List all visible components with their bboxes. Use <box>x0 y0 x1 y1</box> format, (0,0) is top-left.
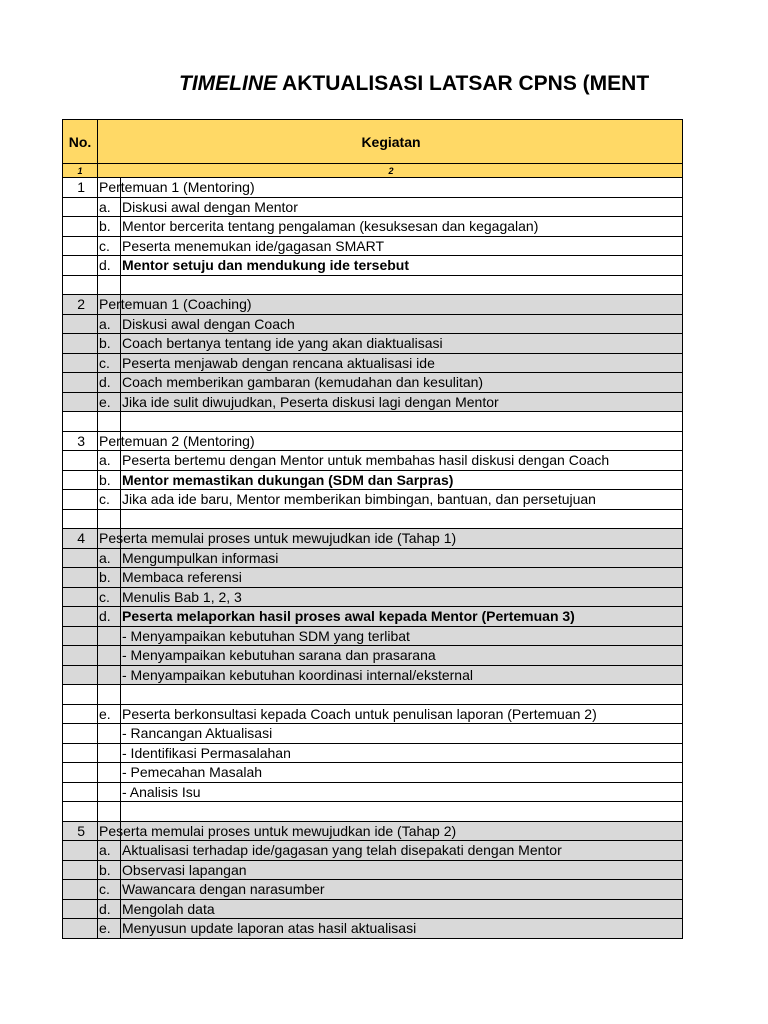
table-row <box>62 529 683 549</box>
row-text: Mengolah data <box>122 900 215 917</box>
row-number <box>63 705 98 724</box>
table-body <box>62 178 683 939</box>
row-letter <box>98 744 121 763</box>
row-number <box>63 490 98 509</box>
row-number: 2 <box>63 295 98 314</box>
row-subitem-text: - Analisis Isu <box>122 783 201 800</box>
table-row <box>62 315 683 335</box>
row-number <box>63 510 98 529</box>
row-text: Coach bertanya tentang ide yang akan diaktualisasi <box>122 335 443 351</box>
row-number <box>63 841 98 860</box>
table-row <box>62 802 683 822</box>
row-letter <box>98 802 121 821</box>
table-row <box>62 295 683 315</box>
row-text: Diskusi awal dengan Coach <box>122 315 295 332</box>
row-text: Pertemuan 2 (Mentoring) <box>99 432 255 449</box>
header-kegiatan: Kegiatan <box>361 133 421 150</box>
row-text: Menyusun update laporan atas hasil aktualisasi <box>122 920 417 936</box>
row-letter <box>98 412 121 431</box>
table-row <box>62 919 683 939</box>
row-number <box>63 451 98 470</box>
row-letter: a. <box>98 841 121 860</box>
row-text: Peserta memulai proses untuk mewujudkan ide (Tahap 1) <box>99 530 457 546</box>
table-header <box>62 119 683 164</box>
row-letter: e. <box>98 393 121 412</box>
row-number <box>63 315 98 334</box>
row-letter: b. <box>98 471 121 490</box>
row-number <box>63 471 98 490</box>
row-letter <box>98 276 121 295</box>
row-letter: e. <box>98 705 121 724</box>
row-number <box>63 198 98 217</box>
row-text: Jika ide sulit diwujudkan, Peserta diskusi lagi dengan Mentor <box>122 393 499 410</box>
table-row <box>62 471 683 491</box>
row-text: Peserta bertemu dengan Mentor untuk membahas hasil diskusi dengan Coach <box>122 452 610 468</box>
row-text: Aktualisasi terhadap ide/gagasan yang telah disepakati dengan Mentor <box>122 842 562 858</box>
column-index-row <box>62 164 683 178</box>
row-number <box>63 354 98 373</box>
row-letter <box>98 783 121 802</box>
row-number <box>63 763 98 782</box>
table-row <box>62 724 683 744</box>
page-title <box>179 72 649 96</box>
row-text <box>121 276 684 295</box>
row-text: Peserta menjawab dengan rencana aktualisasi ide <box>122 354 435 371</box>
table-row <box>62 880 683 900</box>
table-row <box>62 237 683 257</box>
row-letter <box>98 666 121 685</box>
table-row <box>62 451 683 471</box>
row-subitem-text: - Menyampaikan kebutuhan SDM yang terlibat <box>122 627 410 644</box>
table-row <box>62 178 683 198</box>
row-number <box>63 412 98 431</box>
row-text: Mentor bercerita tentang pengalaman (kesuksesan dan kegagalan) <box>122 218 539 234</box>
row-letter: a. <box>98 549 121 568</box>
table-row <box>62 900 683 920</box>
row-text: Jika ada ide baru, Mentor memberikan bimbingan, bantuan, dan persetujuan <box>122 491 596 507</box>
row-letter: c. <box>98 588 121 607</box>
row-letter: b. <box>98 217 121 236</box>
row-number <box>63 607 98 626</box>
row-number <box>63 373 98 392</box>
row-letter: b. <box>98 334 121 353</box>
row-text: Menulis Bab 1, 2, 3 <box>122 588 242 605</box>
table-row <box>62 490 683 510</box>
row-letter: e. <box>98 919 121 938</box>
row-text: Peserta menemukan ide/gagasan SMART <box>122 237 384 254</box>
table-row <box>62 646 683 666</box>
row-number <box>63 900 98 919</box>
table-row <box>62 432 683 452</box>
table-row <box>62 861 683 881</box>
row-text: Pertemuan 1 (Coaching) <box>99 296 252 312</box>
table-row <box>62 373 683 393</box>
column-index-1: 1 <box>63 164 98 177</box>
table-row <box>62 412 683 432</box>
table-row <box>62 334 683 354</box>
table-row <box>62 588 683 608</box>
table-row <box>62 256 683 276</box>
timeline-table <box>62 119 683 939</box>
row-number <box>63 627 98 646</box>
row-text: Membaca referensi <box>122 569 242 585</box>
table-row <box>62 198 683 218</box>
row-letter <box>98 627 121 646</box>
row-number: 1 <box>63 178 98 197</box>
row-letter <box>98 763 121 782</box>
row-number <box>63 568 98 587</box>
table-row <box>62 549 683 569</box>
row-letter: b. <box>98 568 121 587</box>
row-number: 3 <box>63 432 98 451</box>
row-number <box>63 646 98 665</box>
row-letter: c. <box>98 354 121 373</box>
row-number <box>63 217 98 236</box>
table-row <box>62 627 683 647</box>
row-text: Diskusi awal dengan Mentor <box>122 198 298 215</box>
row-letter: a. <box>98 315 121 334</box>
table-row <box>62 276 683 296</box>
row-number <box>63 666 98 685</box>
table-row <box>62 705 683 725</box>
row-number <box>63 549 98 568</box>
row-letter <box>98 510 121 529</box>
table-row <box>62 783 683 803</box>
row-letter: c. <box>98 880 121 899</box>
row-number <box>63 919 98 938</box>
row-number <box>63 783 98 802</box>
row-number <box>63 334 98 353</box>
row-number: 4 <box>63 529 98 548</box>
row-text <box>121 685 684 704</box>
row-letter <box>98 724 121 743</box>
row-subitem-text: - Rancangan Aktualisasi <box>122 725 273 741</box>
row-letter: c. <box>98 490 121 509</box>
table-row <box>62 354 683 374</box>
row-text: Mentor memastikan dukungan (SDM dan Sarpras) <box>122 471 454 488</box>
row-letter <box>98 685 121 704</box>
row-letter: d. <box>98 373 121 392</box>
row-letter: a. <box>98 451 121 470</box>
row-text: Observasi lapangan <box>122 861 247 878</box>
table-row <box>62 666 683 686</box>
row-text: Mentor setuju dan mendukung ide tersebut <box>122 257 410 273</box>
row-number <box>63 256 98 275</box>
table-row <box>62 393 683 413</box>
row-number <box>63 802 98 821</box>
table-row <box>62 217 683 237</box>
row-letter: d. <box>98 900 121 919</box>
row-number <box>63 237 98 256</box>
row-letter: b. <box>98 861 121 880</box>
row-number <box>63 588 98 607</box>
row-number <box>63 744 98 763</box>
row-number <box>63 393 98 412</box>
table-row <box>62 568 683 588</box>
title-italic: TIMELINE <box>179 72 277 95</box>
row-number: 5 <box>63 822 98 841</box>
row-letter: d. <box>98 607 121 626</box>
row-text: Coach memberikan gambaran (kemudahan dan kesulitan) <box>122 374 484 390</box>
title-rest: AKTUALISASI LATSAR CPNS (MENT <box>277 72 650 95</box>
row-letter: c. <box>98 237 121 256</box>
row-letter: a. <box>98 198 121 217</box>
row-text: Mengumpulkan informasi <box>122 549 279 566</box>
header-no: No. <box>63 120 98 163</box>
row-text <box>121 510 684 529</box>
row-text: Peserta memulai proses untuk mewujudkan ide (Tahap 2) <box>99 822 457 839</box>
row-text: Peserta melaporkan hasil proses awal kepada Mentor (Pertemuan 3) <box>122 608 575 624</box>
row-text <box>121 412 684 431</box>
row-number <box>63 724 98 743</box>
row-subitem-text: - Pemecahan Masalah <box>122 764 263 780</box>
table-row <box>62 607 683 627</box>
table-row <box>62 510 683 530</box>
row-text <box>121 802 684 821</box>
row-subitem-text: - Menyampaikan kebutuhan koordinasi internal/eksternal <box>122 666 473 683</box>
row-letter <box>98 646 121 665</box>
table-row <box>62 841 683 861</box>
column-index-2: 2 <box>388 165 394 176</box>
row-text: Peserta berkonsultasi kepada Coach untuk penulisan laporan (Pertemuan 2) <box>122 705 597 722</box>
row-subitem-text: - Menyampaikan kebutuhan sarana dan prasarana <box>122 647 436 663</box>
table-row <box>62 685 683 705</box>
row-letter: d. <box>98 256 121 275</box>
row-number <box>63 861 98 880</box>
row-subitem-text: - Identifikasi Permasalahan <box>122 744 291 761</box>
table-row <box>62 763 683 783</box>
row-text: Wawancara dengan narasumber <box>122 881 325 897</box>
row-text: Pertemuan 1 (Mentoring) <box>99 179 255 195</box>
table-row <box>62 744 683 764</box>
row-number <box>63 276 98 295</box>
row-number <box>63 685 98 704</box>
table-row <box>62 822 683 842</box>
row-number <box>63 880 98 899</box>
